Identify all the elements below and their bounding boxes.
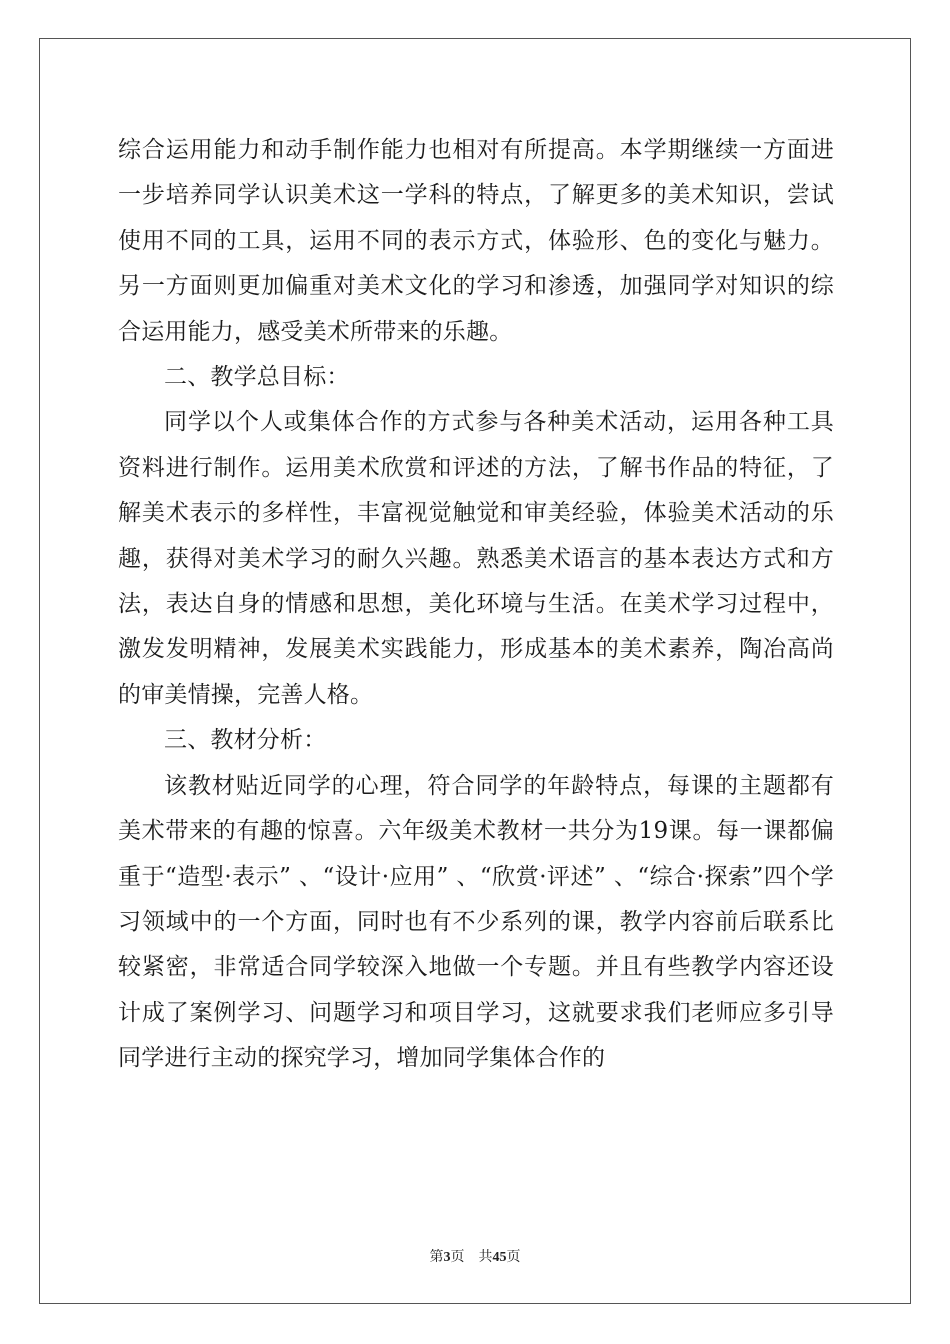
document-body bbox=[118, 128, 834, 1082]
page-footer bbox=[0, 1246, 950, 1266]
current-page-number: 3 bbox=[443, 1250, 451, 1265]
heading-textbook-analysis: 三、教材分析： bbox=[164, 727, 327, 754]
total-label-suffix: 页 bbox=[506, 1250, 521, 1265]
total-page-count: 45 bbox=[492, 1250, 507, 1265]
heading-teaching-goals: 二、教学总目标： bbox=[164, 364, 350, 391]
paragraph-teaching-goals: 同学以个人或集体合作的方式参与各种美术活动，运用各种工具资料进行制作。运用美术欣赏和评述的方法，了解书作品的特征，了解美术表示的多样性，丰富视觉触觉和审美经验，体验美术活动的乐趣，获得对美术学习的耐久兴趣。熟悉美术语言的基本表达方式和方法，表达自身的情感和思想，美化环境与生活。在美术学习过程中，激发发明精神，发展美术实践能力，形成基本的美术素养，陶冶高尚的审美情操，完善人格。 bbox=[118, 409, 834, 708]
page-label-suffix: 页 bbox=[450, 1250, 465, 1265]
total-label-prefix: 共 bbox=[478, 1250, 493, 1265]
paragraph-intro: 综合运用能力和动手制作能力也相对有所提高。本学期继续一方面进一步培养同学认识美术这一学科的特点，了解更多的美术知识，尝试使用不同的工具，运用不同的表示方式，体验形、色的变化与魅力。另一方面则更加偏重对美术文化的学习和渗透，加强同学对知识的综合运用能力，感受美术所带来的乐趣。 bbox=[118, 137, 834, 345]
paragraph-textbook-analysis: 该教材贴近同学的心理，符合同学的年龄特点，每课的主题都有美术带来的有趣的惊喜。六年级美术教材一共分为19课。每一课都偏重于“造型·表示” 、“设计·应用” 、“欣赏·评述” 、“综合·探索”四个学习领域中的一个方面，同时也有不少系列的课，教学内容前后联系比较紧密，非常适合同学较深入地做一个专题。并且有些教学内容还设计成了案例学习、问题学习和项目学习，这就要求我们老师应多引导同学进行主动的探究学习，增加同学集体合作的 bbox=[118, 772, 834, 1072]
page-label-prefix: 第 bbox=[429, 1250, 444, 1265]
